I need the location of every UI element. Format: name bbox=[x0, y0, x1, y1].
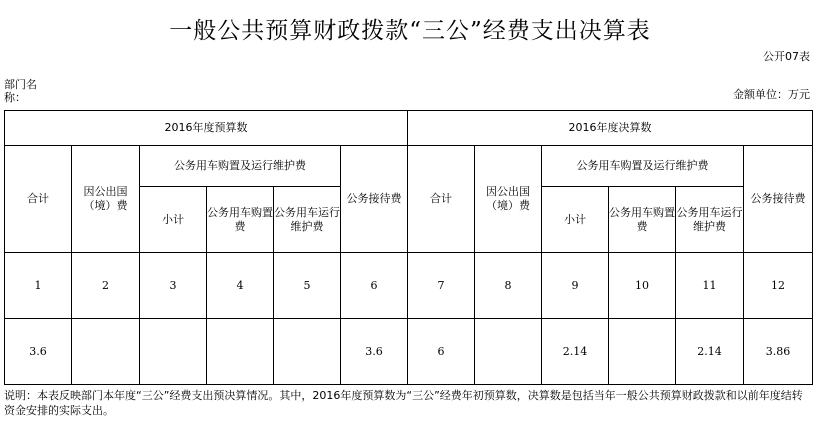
budget-total-header: 合计 bbox=[5, 146, 72, 253]
final-vehicle-operation-value: 2.14 bbox=[676, 319, 744, 385]
final-total-header: 合计 bbox=[408, 146, 475, 253]
final-vehicle-operation-header: 公务用车运行维护费 bbox=[676, 187, 744, 253]
budget-header: 2016年度预算数 bbox=[5, 111, 408, 146]
budget-total-value: 3.6 bbox=[5, 319, 72, 385]
final-reception-value: 3.86 bbox=[744, 319, 813, 385]
final-subtotal-value: 2.14 bbox=[542, 319, 609, 385]
final-accounts-header: 2016年度决算数 bbox=[408, 111, 813, 146]
budget-vehicle-operation-header: 公务用车运行维护费 bbox=[274, 187, 341, 253]
final-vehicle-purchase-value bbox=[609, 319, 676, 385]
column-number-cell: 5 bbox=[274, 253, 341, 319]
column-number-cell: 6 bbox=[341, 253, 408, 319]
column-number-cell: 4 bbox=[207, 253, 274, 319]
final-vehicle-group-header: 公务用车购置及运行维护费 bbox=[542, 146, 744, 187]
column-number-cell: 7 bbox=[408, 253, 475, 319]
final-abroad-header: 因公出国（境）费 bbox=[475, 146, 542, 253]
budget-reception-header: 公务接待费 bbox=[341, 146, 408, 253]
budget-vehicle-operation-value bbox=[274, 319, 341, 385]
form-code: 公开07表 bbox=[763, 50, 810, 63]
department-label: 部门名称： bbox=[4, 78, 37, 104]
column-number-cell: 10 bbox=[609, 253, 676, 319]
amount-unit-label: 金额单位：万元 bbox=[733, 88, 810, 101]
final-subtotal-header: 小计 bbox=[542, 187, 609, 253]
budget-subtotal-header: 小计 bbox=[140, 187, 207, 253]
final-vehicle-purchase-header: 公务用车购置费 bbox=[609, 187, 676, 253]
table-note: 说明：本表反映部门本年度“三公”经费支出预决算情况。其中，2016年度预算数为“三公”经费年初预算数，决算数是包括当年一般公共预算财政拨款和以前年度结转资金安排的实际支出。 bbox=[4, 389, 803, 417]
budget-subtotal-value bbox=[140, 319, 207, 385]
column-number-cell: 1 bbox=[5, 253, 72, 319]
budget-abroad-header: 因公出国（境）费 bbox=[72, 146, 140, 253]
budget-reception-value: 3.6 bbox=[341, 319, 408, 385]
column-number-cell: 3 bbox=[140, 253, 207, 319]
final-abroad-value bbox=[475, 319, 542, 385]
three-public-expenses-table bbox=[4, 110, 813, 385]
budget-vehicle-purchase-header: 公务用车购置费 bbox=[207, 187, 274, 253]
final-total-value: 6 bbox=[408, 319, 475, 385]
budget-abroad-value bbox=[72, 319, 140, 385]
column-number-cell: 2 bbox=[72, 253, 140, 319]
budget-vehicle-purchase-value bbox=[207, 319, 274, 385]
budget-vehicle-group-header: 公务用车购置及运行维护费 bbox=[140, 146, 341, 187]
column-number-cell: 12 bbox=[744, 253, 813, 319]
column-number-cell: 8 bbox=[475, 253, 542, 319]
column-number-cell: 11 bbox=[676, 253, 744, 319]
column-number-cell: 9 bbox=[542, 253, 609, 319]
table-title: 一般公共预算财政拨款“三公”经费支出决算表 bbox=[169, 18, 651, 44]
final-reception-header: 公务接待费 bbox=[744, 146, 813, 253]
